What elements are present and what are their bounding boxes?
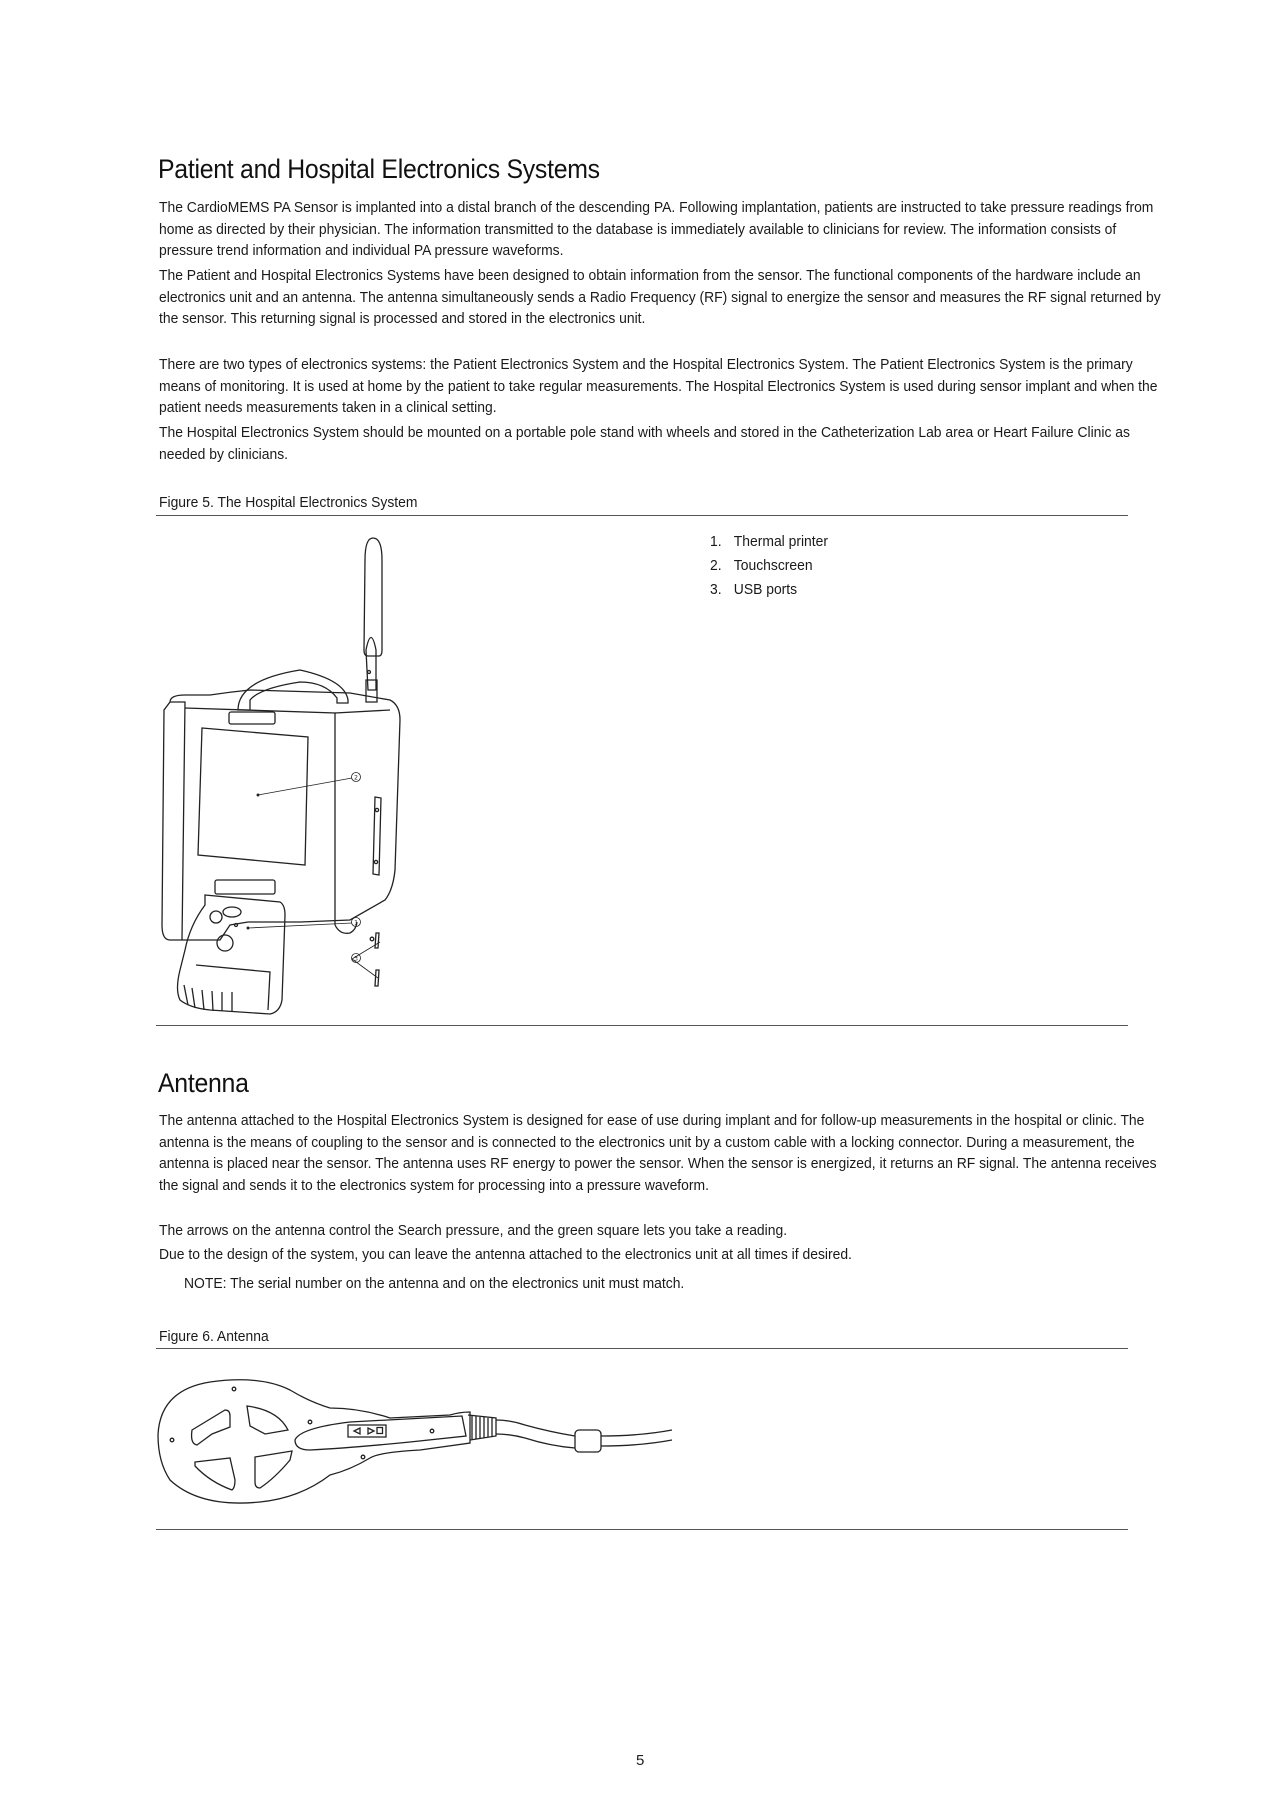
page-number: 5: [636, 1752, 645, 1769]
paragraph-antenna-attachment: Due to the design of the system, you can leave the antenna attached to the electronics unit at all times if desired.: [159, 1246, 852, 1263]
hospital-electronics-system-illustration: [150, 530, 450, 1020]
svg-text:2: 2: [354, 774, 358, 782]
paragraph-mounting: The Hospital Electronics System should be mounted on a portable pole stand with wheels and stored in the Catheterization Lab area or Heart Failure Clinic as needed by clinicians.: [159, 424, 1130, 463]
svg-text:1: 1: [354, 919, 358, 927]
figure-6-bottom-rule: [156, 1529, 1128, 1530]
paragraph-intro: The CardioMEMS PA Sensor is implanted into a distal branch of the descending PA. Following implantation, patients are instructed to take pressure readings from home as directed by their physician. The information transmitted to the database is immediately available to clinicians for review. The information consists of pressure trend information and individual PA pressure waveforms.: [159, 199, 1154, 260]
figure-5-caption: Figure 5. The Hospital Electronics System: [159, 494, 418, 511]
legend-item-usb-ports: 3. USB ports: [710, 581, 798, 598]
paragraph-components: The Patient and Hospital Electronics Systems have been designed to obtain information from the sensor. The functional components of the hardware include an electronics unit and an antenna. The antenna simultaneously sends a Radio Frequency (RF) signal to energize the sensor and measures the RF signal returned by the sensor. This returning signal is processed and stored in the electronics unit.: [159, 267, 1161, 328]
figure-6-top-rule: [156, 1348, 1128, 1349]
section-title-electronics-systems: Patient and Hospital Electronics Systems: [158, 154, 600, 184]
svg-text:3: 3: [354, 955, 358, 963]
legend-item-thermal-printer: 1. Thermal printer: [710, 533, 829, 550]
figure-5-legend: [710, 530, 828, 602]
legend-item-touchscreen: 2. Touchscreen: [710, 557, 813, 574]
paragraph-system-types: There are two types of electronics systems: the Patient Electronics System and the Hospital Electronics System. The Patient Electronics System is the primary means of monitoring. It is used at home by the patient to take regular measurements. The Hospital Electronics System is used during sensor implant and when the patient needs measurements taken in a clinical setting.: [159, 356, 1158, 417]
paragraph-antenna-controls: The arrows on the antenna control the Search pressure, and the green square lets you take a reading.: [159, 1222, 788, 1239]
figure-6-caption: Figure 6. Antenna: [159, 1328, 269, 1345]
paragraph-antenna-description: The antenna attached to the Hospital Electronics System is designed for ease of use during implant and for follow-up measurements in the hospital or clinic. The antenna is the means of coupling to the sensor and is connected to the electronics unit by a custom cable with a locking connector. During a measurement, the antenna is placed near the sensor. The antenna uses RF energy to power the sensor. When the sensor is energized, it returns an RF signal. The antenna receives the signal and sends it to the electronics system for processing into a pressure waveform.: [159, 1112, 1157, 1194]
note-serial-number: NOTE: The serial number on the antenna and on the electronics unit must match.: [184, 1275, 685, 1292]
antenna-illustration: [150, 1370, 690, 1520]
figure-5-top-rule: [156, 515, 1128, 516]
section-title-antenna: Antenna: [158, 1068, 249, 1098]
figure-5-bottom-rule: [156, 1025, 1128, 1026]
